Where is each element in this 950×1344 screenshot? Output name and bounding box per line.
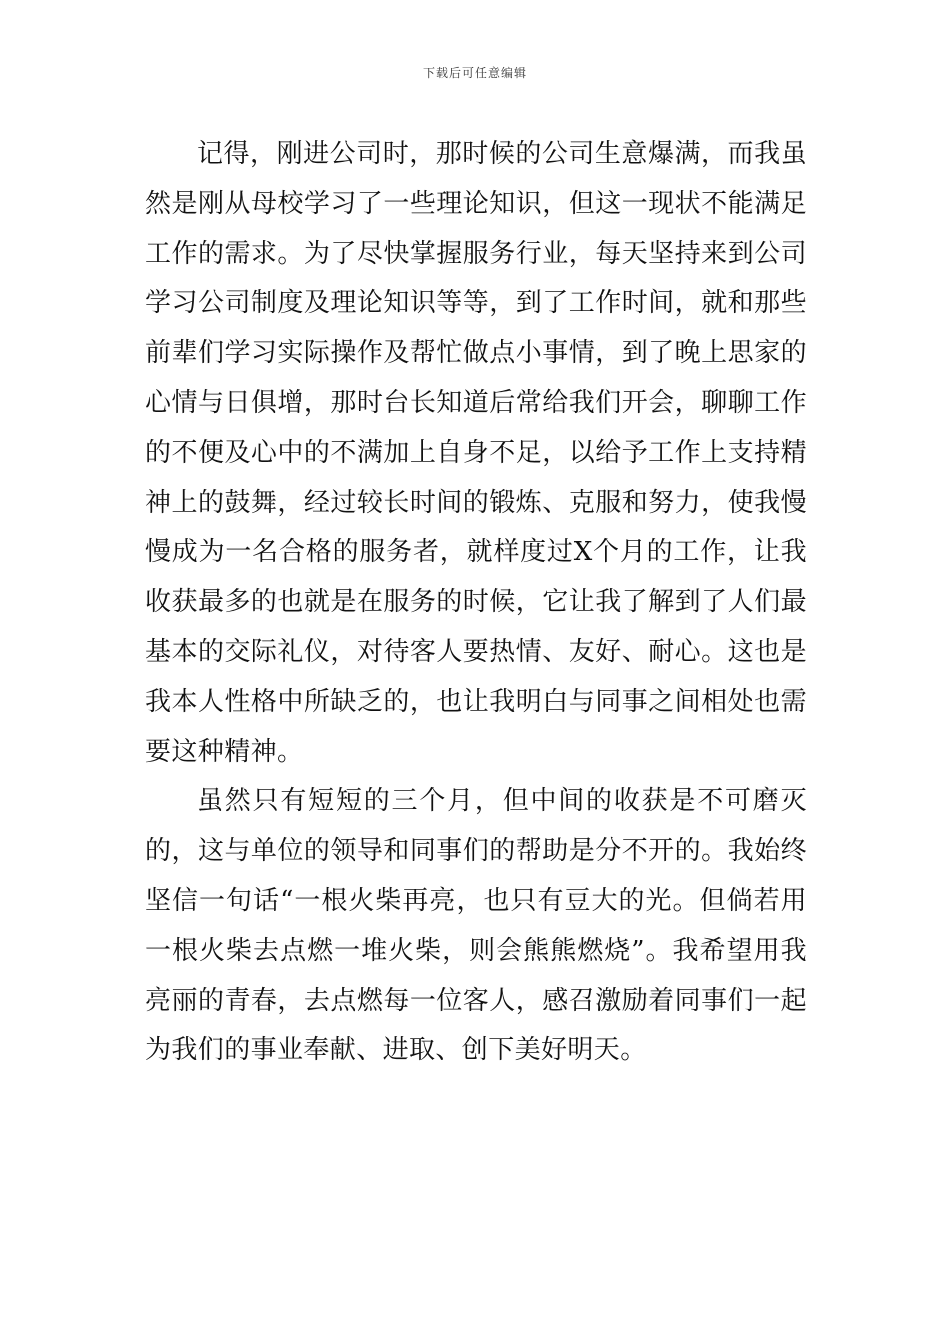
paragraph-2: 虽然只有短短的三个月，但中间的收获是不可磨灭的，这与单位的领导和同事们的帮助是分不开的。我始终坚信一句话“一根火柴再亮，也只有豆大的光。但倘若用一根火柴去点燃一堆火柴，则会熊熊燃烧”。我希望用我亮丽的青春，去点燃每一位客人，感召激励着同事们一起为我们的事业奉献、进取、创下美好明天。 <box>145 786 807 1066</box>
paragraph-1: 记得，刚进公司时，那时候的公司生意爆满，而我虽然是刚从母校学习了一些理论知识，但这一现状不能满足工作的需求。为了尽快掌握服务行业，每天坚持来到公司学习公司制度及理论知识等等，到了工作时间，就和那些前辈们学习实际操作及帮忙做点小事情，到了晚上思家的心情与日俱增，那时台长知道后常给我们开会，聊聊工作的不便及心中的不满加上自身不足，以给予工作上支持精神上的鼓舞，经过较长时间的锻炼、克服和努力，使我慢慢成为一名合格的服务者，就样度过X个月的工作，让我收获最多的也就是在服务的时候，它让我了解到了人们最基本的交际礼仪，对待客人要热情、友好、耐心。这也是我本人性格中所缺乏的，也让我明白与同事之间相处也需要这种精神。 <box>145 139 807 767</box>
header-note: 下载后可任意编辑 <box>422 66 527 80</box>
document-body <box>145 130 807 1076</box>
